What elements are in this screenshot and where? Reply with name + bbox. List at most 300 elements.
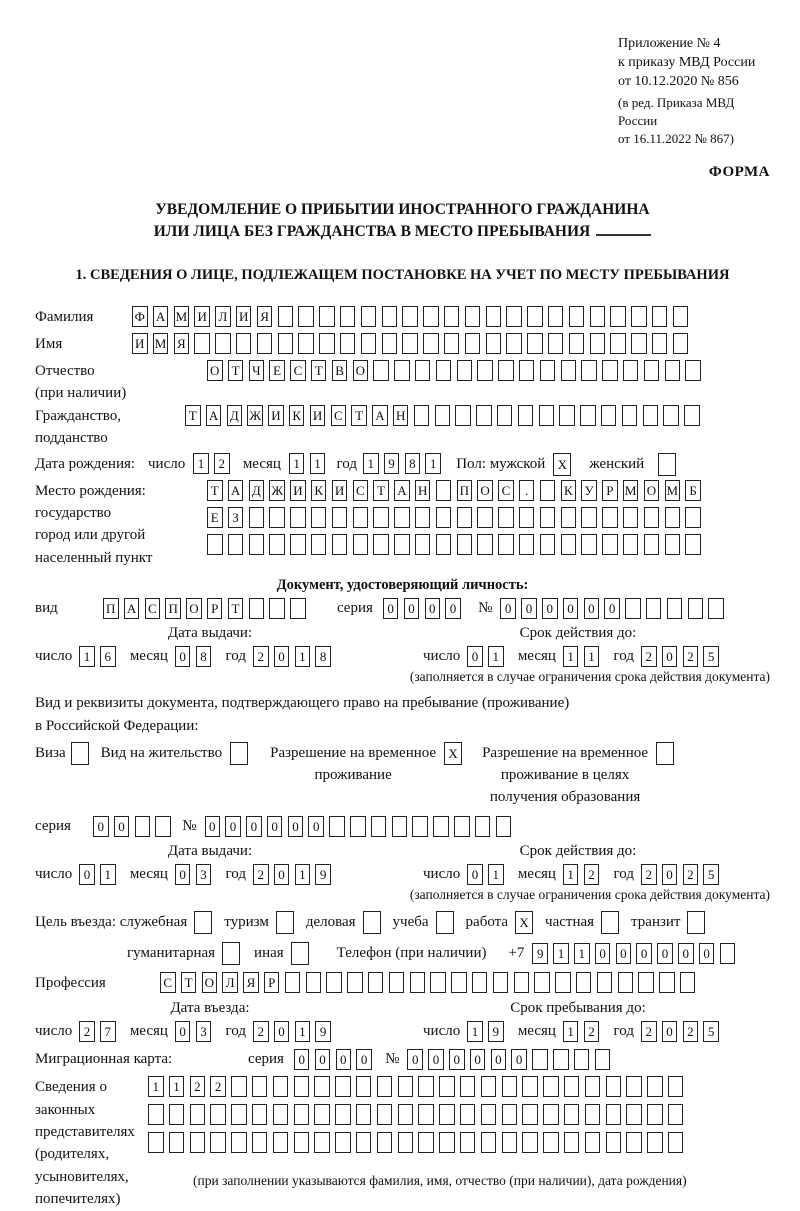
char-cell[interactable] bbox=[222, 942, 240, 965]
char-cell[interactable]: М bbox=[665, 480, 681, 501]
char-cell[interactable]: Я bbox=[174, 333, 190, 354]
char-cell[interactable]: К bbox=[561, 480, 577, 501]
char-cell[interactable] bbox=[532, 1049, 548, 1070]
char-cell[interactable]: Т bbox=[185, 405, 201, 426]
char-cell[interactable]: X bbox=[553, 453, 571, 476]
char-cell[interactable] bbox=[335, 1076, 351, 1097]
char-cell[interactable]: 0 bbox=[274, 864, 290, 885]
char-cell[interactable] bbox=[590, 333, 606, 354]
char-cell[interactable] bbox=[269, 507, 285, 528]
char-cell[interactable] bbox=[155, 816, 171, 837]
char-cell[interactable]: 9 bbox=[532, 943, 548, 964]
char-cell[interactable] bbox=[688, 598, 704, 619]
char-cell[interactable]: Д bbox=[227, 405, 243, 426]
char-cell[interactable] bbox=[329, 816, 345, 837]
char-cell[interactable]: Л bbox=[215, 306, 231, 327]
char-cell[interactable] bbox=[276, 911, 294, 934]
sex-male-checkbox[interactable] bbox=[553, 453, 571, 476]
sex-female-checkbox[interactable] bbox=[658, 453, 676, 476]
char-cell[interactable] bbox=[548, 333, 564, 354]
purpose-study-checkbox[interactable] bbox=[436, 911, 454, 934]
char-cell[interactable] bbox=[169, 1104, 185, 1125]
char-cell[interactable]: 0 bbox=[657, 943, 673, 964]
char-cell[interactable] bbox=[534, 972, 550, 993]
char-cell[interactable]: 8 bbox=[196, 646, 212, 667]
char-cell[interactable] bbox=[610, 333, 626, 354]
char-cell[interactable]: Л bbox=[222, 972, 238, 993]
char-cell[interactable] bbox=[363, 911, 381, 934]
char-cell[interactable]: 0 bbox=[294, 1049, 310, 1070]
char-cell[interactable] bbox=[472, 972, 488, 993]
char-cell[interactable]: 1 bbox=[425, 453, 441, 474]
char-cell[interactable] bbox=[663, 405, 679, 426]
char-cell[interactable] bbox=[340, 333, 356, 354]
char-cell[interactable] bbox=[382, 333, 398, 354]
char-cell[interactable] bbox=[398, 1132, 414, 1153]
char-cell[interactable] bbox=[439, 1132, 455, 1153]
char-cell[interactable] bbox=[269, 534, 285, 555]
char-cell[interactable]: 0 bbox=[336, 1049, 352, 1070]
char-cell[interactable] bbox=[475, 816, 491, 837]
char-cell[interactable]: 0 bbox=[699, 943, 715, 964]
char-cell[interactable] bbox=[590, 306, 606, 327]
char-cell[interactable] bbox=[673, 306, 689, 327]
char-cell[interactable] bbox=[190, 1132, 206, 1153]
char-cell[interactable]: И bbox=[132, 333, 148, 354]
char-cell[interactable]: 1 bbox=[563, 1021, 579, 1042]
char-cell[interactable] bbox=[135, 816, 151, 837]
char-cell[interactable] bbox=[194, 911, 212, 934]
purpose-humanitarian-checkbox[interactable] bbox=[222, 942, 240, 965]
char-cell[interactable] bbox=[486, 306, 502, 327]
char-cell[interactable]: 0 bbox=[356, 1049, 372, 1070]
char-cell[interactable] bbox=[373, 534, 389, 555]
char-cell[interactable] bbox=[539, 405, 555, 426]
char-cell[interactable]: Т bbox=[351, 405, 367, 426]
char-cell[interactable] bbox=[415, 507, 431, 528]
char-cell[interactable] bbox=[148, 1104, 164, 1125]
char-cell[interactable] bbox=[585, 1104, 601, 1125]
char-cell[interactable] bbox=[460, 1076, 476, 1097]
char-cell[interactable] bbox=[502, 1104, 518, 1125]
char-cell[interactable]: М bbox=[174, 306, 190, 327]
char-cell[interactable] bbox=[210, 1104, 226, 1125]
char-cell[interactable] bbox=[502, 1132, 518, 1153]
char-cell[interactable] bbox=[569, 333, 585, 354]
char-cell[interactable] bbox=[659, 972, 675, 993]
doc-number-input[interactable] bbox=[500, 598, 729, 619]
char-cell[interactable]: 0 bbox=[636, 943, 652, 964]
char-cell[interactable]: И bbox=[290, 480, 306, 501]
char-cell[interactable] bbox=[377, 1132, 393, 1153]
char-cell[interactable] bbox=[498, 360, 514, 381]
char-cell[interactable] bbox=[644, 507, 660, 528]
char-cell[interactable] bbox=[332, 534, 348, 555]
char-cell[interactable] bbox=[269, 598, 285, 619]
char-cell[interactable] bbox=[680, 972, 696, 993]
mk-number-input[interactable] bbox=[407, 1049, 615, 1070]
char-cell[interactable] bbox=[314, 1132, 330, 1153]
char-cell[interactable] bbox=[215, 333, 231, 354]
char-cell[interactable] bbox=[522, 1132, 538, 1153]
char-cell[interactable]: Н bbox=[393, 405, 409, 426]
char-cell[interactable] bbox=[436, 507, 452, 528]
char-cell[interactable]: 0 bbox=[404, 598, 420, 619]
char-cell[interactable] bbox=[498, 534, 514, 555]
char-cell[interactable]: 0 bbox=[467, 646, 483, 667]
char-cell[interactable] bbox=[361, 306, 377, 327]
char-cell[interactable]: X bbox=[444, 742, 462, 765]
char-cell[interactable] bbox=[340, 306, 356, 327]
char-cell[interactable]: 0 bbox=[175, 864, 191, 885]
char-cell[interactable]: 1 bbox=[148, 1076, 164, 1097]
char-cell[interactable] bbox=[444, 333, 460, 354]
residence-issue-month[interactable] bbox=[175, 864, 217, 885]
char-cell[interactable]: 1 bbox=[289, 453, 305, 474]
char-cell[interactable]: 0 bbox=[274, 1021, 290, 1042]
doc-valid-month[interactable] bbox=[563, 646, 605, 667]
char-cell[interactable] bbox=[210, 1132, 226, 1153]
char-cell[interactable]: 0 bbox=[274, 646, 290, 667]
char-cell[interactable] bbox=[278, 333, 294, 354]
char-cell[interactable] bbox=[190, 1104, 206, 1125]
char-cell[interactable]: 0 bbox=[288, 816, 304, 837]
purpose-tourism-checkbox[interactable] bbox=[276, 911, 294, 934]
char-cell[interactable]: 1 bbox=[488, 864, 504, 885]
residence-permit-checkbox[interactable] bbox=[230, 742, 248, 765]
char-cell[interactable] bbox=[398, 1076, 414, 1097]
char-cell[interactable]: 2 bbox=[253, 646, 269, 667]
char-cell[interactable] bbox=[476, 405, 492, 426]
char-cell[interactable] bbox=[652, 306, 668, 327]
char-cell[interactable] bbox=[394, 360, 410, 381]
char-cell[interactable]: 1 bbox=[563, 646, 579, 667]
char-cell[interactable] bbox=[332, 507, 348, 528]
char-cell[interactable]: 2 bbox=[683, 646, 699, 667]
char-cell[interactable]: К bbox=[289, 405, 305, 426]
char-cell[interactable] bbox=[249, 534, 265, 555]
birth-month-input[interactable] bbox=[289, 453, 331, 474]
char-cell[interactable]: 0 bbox=[467, 864, 483, 885]
char-cell[interactable] bbox=[601, 911, 619, 934]
char-cell[interactable]: З bbox=[228, 507, 244, 528]
char-cell[interactable]: 0 bbox=[407, 1049, 423, 1070]
char-cell[interactable]: С bbox=[353, 480, 369, 501]
char-cell[interactable]: 2 bbox=[253, 864, 269, 885]
char-cell[interactable] bbox=[623, 534, 639, 555]
char-cell[interactable]: 1 bbox=[79, 646, 95, 667]
char-cell[interactable]: С bbox=[331, 405, 347, 426]
mk-series-input[interactable] bbox=[294, 1049, 377, 1070]
char-cell[interactable] bbox=[506, 333, 522, 354]
char-cell[interactable] bbox=[361, 333, 377, 354]
char-cell[interactable]: Ж bbox=[247, 405, 263, 426]
char-cell[interactable]: 2 bbox=[253, 1021, 269, 1042]
char-cell[interactable] bbox=[314, 1104, 330, 1125]
char-cell[interactable] bbox=[350, 816, 366, 837]
char-cell[interactable] bbox=[356, 1076, 372, 1097]
char-cell[interactable] bbox=[606, 1104, 622, 1125]
purpose-work-checkbox[interactable] bbox=[515, 911, 533, 934]
purpose-private-checkbox[interactable] bbox=[601, 911, 619, 934]
char-cell[interactable]: 0 bbox=[616, 943, 632, 964]
char-cell[interactable]: 0 bbox=[563, 598, 579, 619]
char-cell[interactable] bbox=[540, 360, 556, 381]
char-cell[interactable] bbox=[581, 507, 597, 528]
char-cell[interactable]: Т bbox=[228, 598, 244, 619]
char-cell[interactable]: 2 bbox=[584, 864, 600, 885]
char-cell[interactable]: 8 bbox=[405, 453, 421, 474]
char-cell[interactable] bbox=[647, 1132, 663, 1153]
char-cell[interactable]: А bbox=[372, 405, 388, 426]
char-cell[interactable]: 2 bbox=[641, 864, 657, 885]
char-cell[interactable]: Я bbox=[243, 972, 259, 993]
char-cell[interactable]: Е bbox=[207, 507, 223, 528]
char-cell[interactable]: М bbox=[623, 480, 639, 501]
char-cell[interactable] bbox=[377, 1104, 393, 1125]
char-cell[interactable]: 5 bbox=[703, 646, 719, 667]
char-cell[interactable] bbox=[540, 507, 556, 528]
char-cell[interactable] bbox=[502, 1076, 518, 1097]
char-cell[interactable] bbox=[291, 942, 309, 965]
char-cell[interactable]: О bbox=[202, 972, 218, 993]
char-cell[interactable] bbox=[668, 1132, 684, 1153]
char-cell[interactable] bbox=[418, 1104, 434, 1125]
char-cell[interactable] bbox=[514, 972, 530, 993]
char-cell[interactable]: 0 bbox=[79, 864, 95, 885]
char-cell[interactable] bbox=[477, 534, 493, 555]
char-cell[interactable] bbox=[444, 306, 460, 327]
char-cell[interactable] bbox=[481, 1104, 497, 1125]
doc-valid-year[interactable] bbox=[641, 646, 724, 667]
char-cell[interactable] bbox=[278, 306, 294, 327]
legal-reps-input-row2[interactable] bbox=[148, 1104, 689, 1125]
char-cell[interactable] bbox=[543, 1076, 559, 1097]
char-cell[interactable]: 1 bbox=[295, 1021, 311, 1042]
legal-reps-input-row1[interactable] bbox=[148, 1076, 689, 1097]
char-cell[interactable] bbox=[647, 1104, 663, 1125]
char-cell[interactable] bbox=[335, 1132, 351, 1153]
char-cell[interactable] bbox=[708, 598, 724, 619]
char-cell[interactable]: Я bbox=[257, 306, 273, 327]
doc-type-input[interactable] bbox=[103, 598, 311, 619]
char-cell[interactable] bbox=[555, 972, 571, 993]
char-cell[interactable] bbox=[382, 306, 398, 327]
char-cell[interactable] bbox=[314, 1076, 330, 1097]
char-cell[interactable] bbox=[436, 480, 452, 501]
char-cell[interactable] bbox=[398, 1104, 414, 1125]
char-cell[interactable] bbox=[451, 972, 467, 993]
char-cell[interactable] bbox=[644, 534, 660, 555]
char-cell[interactable]: 1 bbox=[488, 646, 504, 667]
char-cell[interactable] bbox=[230, 742, 248, 765]
char-cell[interactable] bbox=[601, 405, 617, 426]
char-cell[interactable] bbox=[306, 972, 322, 993]
char-cell[interactable] bbox=[465, 333, 481, 354]
char-cell[interactable]: Т bbox=[181, 972, 197, 993]
char-cell[interactable]: 2 bbox=[584, 1021, 600, 1042]
char-cell[interactable] bbox=[252, 1076, 268, 1097]
char-cell[interactable] bbox=[392, 816, 408, 837]
char-cell[interactable] bbox=[290, 534, 306, 555]
char-cell[interactable] bbox=[561, 534, 577, 555]
char-cell[interactable] bbox=[585, 1076, 601, 1097]
char-cell[interactable]: 1 bbox=[467, 1021, 483, 1042]
char-cell[interactable]: В bbox=[332, 360, 348, 381]
char-cell[interactable] bbox=[548, 306, 564, 327]
char-cell[interactable]: 3 bbox=[196, 1021, 212, 1042]
char-cell[interactable] bbox=[625, 598, 641, 619]
char-cell[interactable] bbox=[643, 405, 659, 426]
char-cell[interactable] bbox=[290, 598, 306, 619]
char-cell[interactable]: 0 bbox=[521, 598, 537, 619]
char-cell[interactable]: 1 bbox=[363, 453, 379, 474]
char-cell[interactable] bbox=[430, 972, 446, 993]
char-cell[interactable]: 0 bbox=[470, 1049, 486, 1070]
char-cell[interactable] bbox=[415, 534, 431, 555]
char-cell[interactable] bbox=[522, 1104, 538, 1125]
char-cell[interactable]: Б bbox=[685, 480, 701, 501]
char-cell[interactable] bbox=[371, 816, 387, 837]
char-cell[interactable] bbox=[665, 360, 681, 381]
char-cell[interactable]: А bbox=[153, 306, 169, 327]
char-cell[interactable] bbox=[436, 911, 454, 934]
char-cell[interactable]: С bbox=[160, 972, 176, 993]
char-cell[interactable]: 2 bbox=[683, 1021, 699, 1042]
char-cell[interactable] bbox=[414, 405, 430, 426]
char-cell[interactable]: 0 bbox=[662, 1021, 678, 1042]
char-cell[interactable] bbox=[236, 333, 252, 354]
char-cell[interactable] bbox=[493, 972, 509, 993]
char-cell[interactable] bbox=[294, 1076, 310, 1097]
char-cell[interactable]: 0 bbox=[205, 816, 221, 837]
char-cell[interactable]: 1 bbox=[169, 1076, 185, 1097]
char-cell[interactable] bbox=[622, 405, 638, 426]
char-cell[interactable] bbox=[602, 360, 618, 381]
char-cell[interactable] bbox=[540, 480, 556, 501]
char-cell[interactable] bbox=[564, 1076, 580, 1097]
char-cell[interactable]: 0 bbox=[491, 1049, 507, 1070]
char-cell[interactable]: 0 bbox=[500, 598, 516, 619]
char-cell[interactable]: 0 bbox=[114, 816, 130, 837]
char-cell[interactable]: 0 bbox=[315, 1049, 331, 1070]
char-cell[interactable]: 0 bbox=[175, 646, 191, 667]
char-cell[interactable] bbox=[368, 972, 384, 993]
char-cell[interactable]: А bbox=[394, 480, 410, 501]
char-cell[interactable] bbox=[418, 1076, 434, 1097]
char-cell[interactable]: 0 bbox=[542, 598, 558, 619]
char-cell[interactable]: Р bbox=[207, 598, 223, 619]
char-cell[interactable] bbox=[415, 360, 431, 381]
char-cell[interactable] bbox=[631, 333, 647, 354]
char-cell[interactable] bbox=[665, 507, 681, 528]
char-cell[interactable]: 9 bbox=[488, 1021, 504, 1042]
char-cell[interactable]: И bbox=[194, 306, 210, 327]
char-cell[interactable]: О bbox=[353, 360, 369, 381]
char-cell[interactable]: К bbox=[311, 480, 327, 501]
stay-day[interactable] bbox=[467, 1021, 509, 1042]
char-cell[interactable] bbox=[389, 972, 405, 993]
char-cell[interactable] bbox=[285, 972, 301, 993]
char-cell[interactable]: Н bbox=[415, 480, 431, 501]
char-cell[interactable] bbox=[519, 360, 535, 381]
char-cell[interactable] bbox=[646, 598, 662, 619]
char-cell[interactable] bbox=[656, 742, 674, 765]
char-cell[interactable] bbox=[418, 1132, 434, 1153]
char-cell[interactable] bbox=[477, 360, 493, 381]
char-cell[interactable] bbox=[477, 507, 493, 528]
char-cell[interactable]: И bbox=[332, 480, 348, 501]
char-cell[interactable] bbox=[252, 1104, 268, 1125]
char-cell[interactable] bbox=[439, 1076, 455, 1097]
char-cell[interactable]: 2 bbox=[214, 453, 230, 474]
char-cell[interactable]: 0 bbox=[445, 598, 461, 619]
char-cell[interactable]: 0 bbox=[678, 943, 694, 964]
char-cell[interactable] bbox=[435, 405, 451, 426]
char-cell[interactable] bbox=[527, 333, 543, 354]
char-cell[interactable]: 6 bbox=[100, 646, 116, 667]
char-cell[interactable] bbox=[460, 1132, 476, 1153]
entry-day[interactable] bbox=[79, 1021, 121, 1042]
char-cell[interactable]: 0 bbox=[93, 816, 109, 837]
char-cell[interactable]: 0 bbox=[511, 1049, 527, 1070]
char-cell[interactable]: О bbox=[186, 598, 202, 619]
char-cell[interactable]: 1 bbox=[574, 943, 590, 964]
char-cell[interactable] bbox=[559, 405, 575, 426]
char-cell[interactable]: 0 bbox=[662, 646, 678, 667]
char-cell[interactable] bbox=[412, 816, 428, 837]
char-cell[interactable]: Т bbox=[311, 360, 327, 381]
char-cell[interactable] bbox=[273, 1076, 289, 1097]
char-cell[interactable]: 0 bbox=[308, 816, 324, 837]
char-cell[interactable] bbox=[481, 1076, 497, 1097]
char-cell[interactable]: С bbox=[498, 480, 514, 501]
char-cell[interactable] bbox=[506, 306, 522, 327]
char-cell[interactable]: 2 bbox=[79, 1021, 95, 1042]
char-cell[interactable] bbox=[457, 507, 473, 528]
char-cell[interactable]: Р bbox=[602, 480, 618, 501]
char-cell[interactable]: . bbox=[519, 480, 535, 501]
char-cell[interactable] bbox=[498, 507, 514, 528]
char-cell[interactable] bbox=[402, 333, 418, 354]
rvp-checkbox[interactable] bbox=[444, 742, 462, 765]
name-input[interactable] bbox=[132, 333, 694, 354]
rvp-edu-checkbox[interactable] bbox=[656, 742, 674, 765]
char-cell[interactable] bbox=[623, 360, 639, 381]
residence-valid-month[interactable] bbox=[563, 864, 605, 885]
char-cell[interactable]: 1 bbox=[295, 646, 311, 667]
citizenship-input[interactable] bbox=[185, 405, 705, 426]
char-cell[interactable]: 2 bbox=[190, 1076, 206, 1097]
char-cell[interactable]: А bbox=[228, 480, 244, 501]
char-cell[interactable] bbox=[394, 534, 410, 555]
char-cell[interactable]: 1 bbox=[100, 864, 116, 885]
birthplace-input-row3[interactable] bbox=[207, 534, 706, 555]
char-cell[interactable] bbox=[519, 507, 535, 528]
residence-valid-day[interactable] bbox=[467, 864, 509, 885]
char-cell[interactable]: 0 bbox=[246, 816, 262, 837]
residence-issue-year[interactable] bbox=[253, 864, 336, 885]
char-cell[interactable] bbox=[644, 360, 660, 381]
char-cell[interactable] bbox=[273, 1104, 289, 1125]
char-cell[interactable] bbox=[373, 507, 389, 528]
char-cell[interactable] bbox=[231, 1132, 247, 1153]
char-cell[interactable]: О bbox=[644, 480, 660, 501]
char-cell[interactable] bbox=[684, 405, 700, 426]
char-cell[interactable] bbox=[169, 1132, 185, 1153]
char-cell[interactable]: 2 bbox=[210, 1076, 226, 1097]
char-cell[interactable]: Д bbox=[249, 480, 265, 501]
